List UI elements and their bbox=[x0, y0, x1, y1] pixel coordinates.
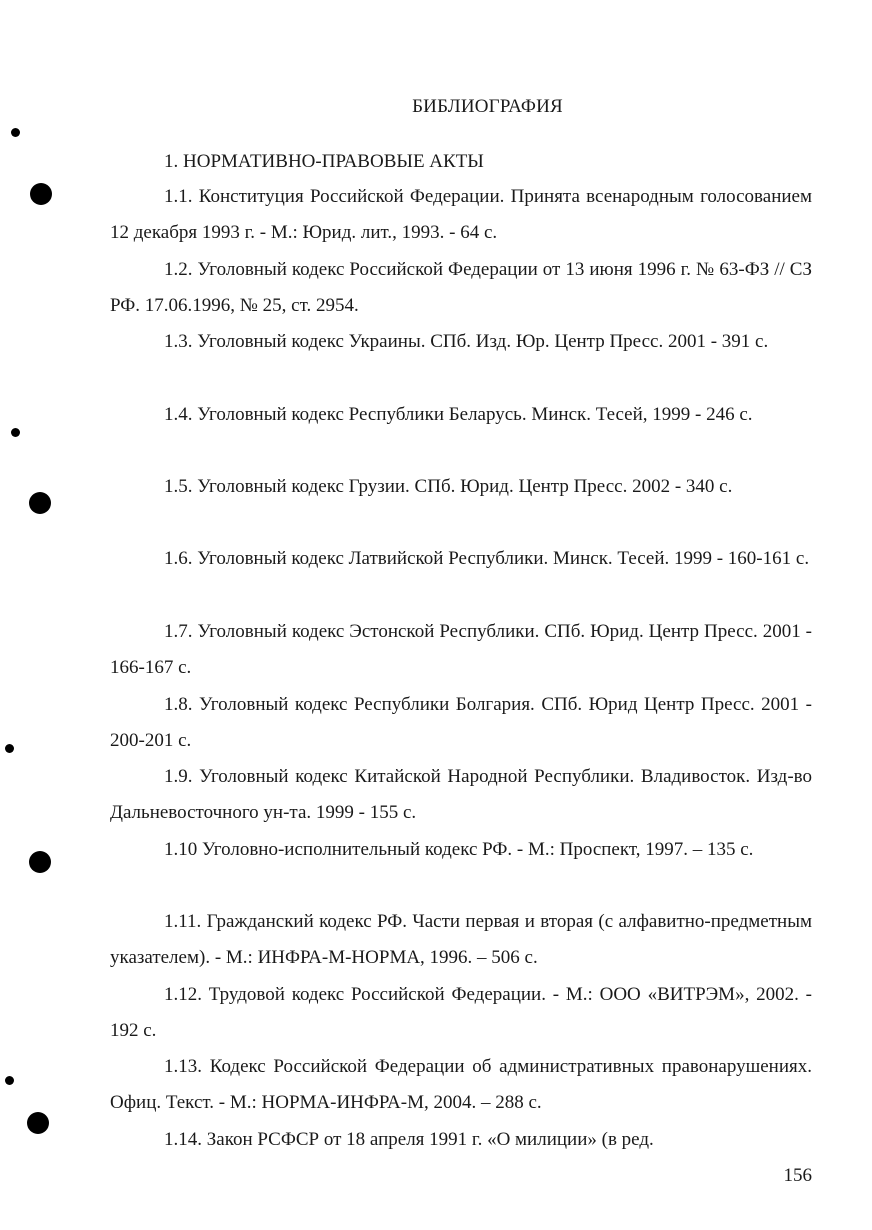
page-title: БИБЛИОГРАФИЯ bbox=[412, 96, 563, 117]
bibliography-entry: 1.6. Уголовный кодекс Латвийской Республики. Минск. Тесей. 1999 - 160-161 с. bbox=[164, 548, 810, 569]
bibliography-entry: 1.14. Закон РСФСР от 18 апреля 1991 г. «О милиции» (в ред. bbox=[164, 1129, 654, 1150]
bibliography-entry: 1.7. Уголовный кодекс Эстонской Республики. СПб. Юрид. Центр Пресс. 2001 - 166-167 с. bbox=[110, 621, 812, 678]
punch-hole bbox=[27, 1112, 49, 1134]
bibliography-entry: 1.9. Уголовный кодекс Китайской Народной Республики. Владивосток. Изд-во Дальневосточного ун-та. 1999 - 155 с. bbox=[110, 766, 812, 823]
punch-hole-mark bbox=[11, 428, 20, 437]
punch-hole-mark bbox=[11, 128, 20, 137]
punch-hole-mark bbox=[5, 1076, 14, 1085]
bibliography-entry: 1.12. Трудовой кодекс Российской Федерации. - М.: ООО «ВИТРЭМ», 2002. - 192 с. bbox=[110, 984, 812, 1041]
bibliography-entry: 1.3. Уголовный кодекс Украины. СПб. Изд. Юр. Центр Пресс. 2001 - 391 с. bbox=[164, 331, 769, 352]
page-number: 156 bbox=[783, 1165, 812, 1186]
punch-hole bbox=[29, 492, 51, 514]
bibliography-entry: 1.11. Гражданский кодекс РФ. Части первая и вторая (с алфавитно-предметным указателем). - М.: ИНФРА-М-НОРМА, 1996. – 506 с. bbox=[110, 911, 812, 968]
punch-hole bbox=[29, 851, 51, 873]
punch-hole bbox=[30, 183, 52, 205]
bibliography-entry: 1.4. Уголовный кодекс Республики Беларусь. Минск. Тесей, 1999 - 246 с. bbox=[164, 404, 753, 425]
punch-hole-mark bbox=[5, 744, 14, 753]
section-heading: 1. НОРМАТИВНО-ПРАВОВЫЕ АКТЫ bbox=[164, 151, 484, 172]
bibliography-entry: 1.10 Уголовно-исполнительный кодекс РФ. - М.: Проспект, 1997. – 135 с. bbox=[164, 839, 754, 860]
bibliography-entry: 1.13. Кодекс Российской Федерации об административных правонарушениях. Офиц. Текст. - М.: НОРМА-ИНФРА-М, 2004. – 288 с. bbox=[110, 1056, 812, 1113]
bibliography-entry: 1.1. Конституция Российской Федерации. Принята всенародным голосованием 12 декабря 1993 г. - М.: Юрид. лит., 1993. - 64 с. bbox=[110, 186, 812, 243]
bibliography-entry: 1.5. Уголовный кодекс Грузии. СПб. Юрид. Центр Пресс. 2002 - 340 с. bbox=[164, 476, 733, 497]
bibliography-entry: 1.2. Уголовный кодекс Российской Федерации от 13 июня 1996 г. № 63-ФЗ // СЗ РФ. 17.06.1996, № 25, ст. 2954. bbox=[110, 259, 812, 316]
bibliography-entry: 1.8. Уголовный кодекс Республики Болгария. СПб. Юрид Центр Пресс. 2001 - 200-201 с. bbox=[110, 694, 812, 751]
